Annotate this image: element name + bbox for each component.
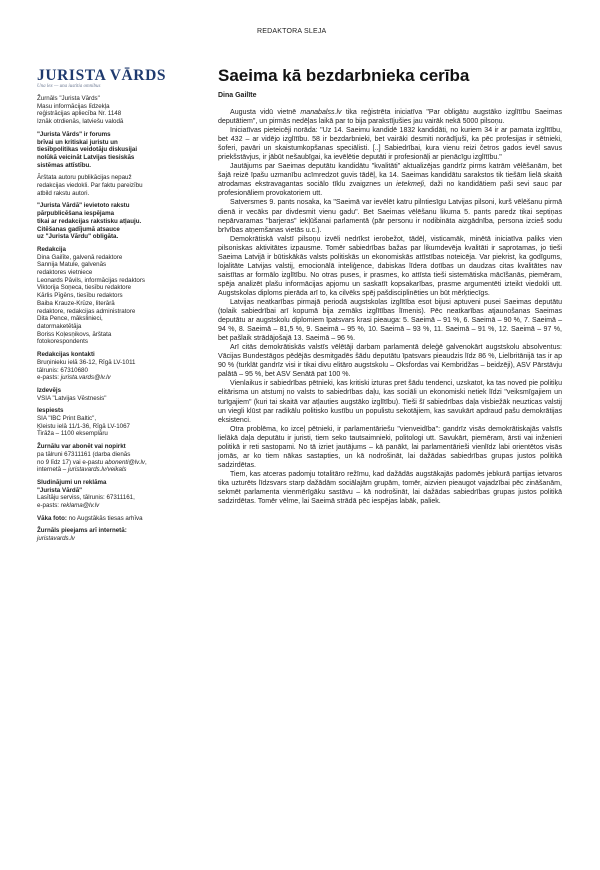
subscription-info: Žurnālu var abonēt vai nopirkt pa tālruni 67311161 (darba dienās no 9 līdz 17) vai e-pastu abonenti@lv.lv, internetā – juristavards.lv/veikals [37,443,147,474]
printer-info: Iespiests SIA "IBC Print Baltic", Ķleistu ielā 11/1-36, Rīgā LV-1067 Tirāža – 1100 eksemplāru [37,407,130,438]
ads-email-link[interactable]: reklama@lv.lv [60,502,100,510]
paragraph: Vienlaikus ir sabiedrības pētnieki, kas kritiski izturas pret šādu tendenci, uzskatot, ka tas noved pie politiķu elitārisma un atstumj no valsts to sabiedrības daļu, kas sociāli un ekonomiski netiek līdzi "veiksmīgajiem un turīgajiem" (kuri tai skaitā var atļauties augstāko izglītību). Tieši šī sabiedrības daļa visbiežāk neuzticas valstij un viegli klūst par radikālu politisko kustību un populistu sekotājiem, kas savukārt apdraud pašu demokrātijas eksistenci. [218,380,562,424]
article [218,66,562,506]
website-link[interactable]: juristavards.lv [37,535,75,543]
contacts-heading: Redakcijas kontakti [37,351,95,359]
article-body [218,108,562,506]
copyright-notice: "Jurista Vārdā" ievietoto rakstu pārpublicēšana iespējama tikai ar redakcijas rakstisku atļauju. Citēšanas gadījumā atsauce uz "Jurista Vārdu" obligāta. [37,202,142,241]
site-reference: manabalss.lv [300,109,342,116]
printer-heading: Iespiests [37,407,64,415]
ads-heading: Sludinājumi un reklāma "Jurista Vārdā" [37,478,107,494]
forum-statement: "Jurista Vārds" ir forums brīvai un kritiskai juristu un tiesībpolitikas veidotāju diskusijai nolūkā veicināt Latvijas tiesiskās sistēmas attīstību. [37,130,138,169]
editorial-staff: Redakcija Dina Gailīte, galvenā redaktore Sannija Matule, galvenās redaktores vietniece Leonards Pāvils, informācijas redaktors Viktorija Soņeca, tiesību redaktore Kārlis Pīgēns, tiesību redaktors Baiba Krauze-Krūze, literārā redaktore, redakcijas administratore Dita Pence, mākslinieci, datormaketētāja Boriss Koļesņikovs, ārštata fotokorespondents [37,245,145,346]
publisher-heading: Izdevējs [37,386,62,394]
section-label: REDAKTORA SLEJA [257,28,327,35]
paragraph: Satversmes 9. pants nosaka, ka "Saeimā var ievēlēt katru pilntiesīgu Latvijas pilsoni, kurš vēlēšanu pirmā dienā ir vecāks par divdesmit vienu gadu". Bet Saeimas vēlēšanu likuma 5. pants paredz tikai septiņas nepārvaramas "barjeras" iekļūšanai parlamentā (pār personu ir nodibināta aizgādnība, persona izcieš sodu brīvības atņemšanas vietās u.c.). [218,199,562,234]
article-title: Saeima kā bezdarbnieka cerība [218,66,470,85]
contacts-email-link[interactable]: jurista.vards@lv.lv [60,374,111,382]
paragraph: Arī citās demokrātiskās valstīs vēlētāji darbam parlamentā deleģē galvenokārt augstskolu absolventus: Vācijas Bundestāgos pēdējās desmitgadēs šādu deputātu īpatsvars pieaudzis līdz 86 %, Lielbritānijā tas ir ap 90 % (turklāt gandrīz visi ir tikai divu elitāro augstskolu – Oksfordas vai Kembridžas – beidzēji), ASV Pārstāvju palātā – 95 %, bet ASV Senātā pat 100 %. [218,344,562,379]
logo-title: JURISTA VĀRDS [37,67,167,84]
paragraph: Iniciatīvas pieteicēji norāda: "Uz 14. Saeimu kandidē 1832 kandidāti, no kuriem 34 ir ar pamata izglītību, bet 432 – ar vidējo izglītību. 58 ir bezdarbnieki, bet vairāki desmiti norādījuši, ka pēc profesijas ir sētnieki, šoferi, pavāri un skaistumkopšanas speciālisti. [..] Sabiedrībai, kura vienu reizi četros gados ievēl savus priekšstāvjus, ir jābūt nešaubīgai, ka ievēlētie deputāti ir profesionāļi ar pienācīgu izglītību." [218,127,562,162]
article-author: Dina Gailīte [218,92,257,99]
subscribe-heading: Žurnālu var abonēt vai nopirkt [37,443,126,451]
paragraph: Latvijas neatkarības pirmajā periodā augstskolas izglītība esot bijusi aptuveni pusei Saeimas deputātu (tolaik sabiedrībai arī kopumā bija zemāks izglītības līmenis). Pēc neatkarības atjaunošanas Saeimas deputātu ar augstskolu diplomiem īpatsvars krasi pieauga: 5. Saeimā – 91 %, 6. Saeimā – 90 %, 7. Saeimā – 94 %, 8. Saeimā – 81,5 %, 9. Saeimā – 95 %, 10. Saeimā – 93 %, 11. Saeimā – 91 %, 12. Saeimā – 97 %, bet pašlaik strādājošajā 13. Saeimā – 96 %. [218,298,562,343]
masthead-sidebar [37,95,185,548]
online-availability: Žurnāls pieejams arī internetā: juristavards.lv [37,527,127,543]
paragraph: Otra problēma, ko izceļ pētnieki, ir parlamentāriešu "vienveidība": gandrīz visās demokrātiskajās valstīs lielākā daļa deputātu ir juristi, tiem seko tautsaimnieki, politologi utt. Savukārt, piemēram, ārsti vai inženieri politikā ir reti sastopami. No tā izriet jautājums – kā panākt, lai parlamentārieši vienlīdz labi orientētos visās jomās, ar ko tiem nākas sastapties, un kā nodrošināt, lai dažādas sabiedrības grupas justos politikā sadzirdētas. [218,425,562,469]
subscribe-email-link[interactable]: abonenti@lv.lv [104,458,145,466]
logo-motto: Una lex — una iustitia omnibus [37,84,101,89]
cover-photo-credit: Vāka foto: no Augstākās tiesas arhīva [37,514,143,522]
paragraph: Demokrātiskā valstī pilsoņu izvēli nedrīkst ierobežot, tādēļ, visticamāk, minētā iniciatīva paliks vien pilsoniskas aktivitātes izpausme. Tomēr sabiedrības bažas par likumdevēja kvalitāti ir saprotamas, jo tieši Saeima Latvijā ir būtiskākās valsts politiskās un ekonomiskās attīstības noteicēja. Var piekrist, ka godīgums, lojalitāte Latvijas valstij, emocionālā inteliģence, dabiskas līdera dotības un daudzas citas kvalitātes nav saistītas ar formālo izglītību. No otras puses, ir prasmes, ko attīsta tieši sistemātiska mācīšanās, piemēram, spēja analizēt plašu informācijas apjomu un saskatīt kopsakarības, prasme argumentēti izteikt viedokli utt. Augstskolas diploms pierāda arī to, ka cilvēks spēj pašdisciplinēties un būt mērķtiecīgs. [218,235,562,297]
registration-info: Žurnāls "Jurista Vārds" Masu informācijas līdzekļa reģistrācijas apliecība Nr. 1148 Iznāk otrdienās, latviešu valodā [37,95,124,126]
paragraph: Augusta vidū vietnē manabalss.lv tika reģistrēta iniciatīva "Par obligātu augstāko izglītību Saeimas deputātiem", un pirmās nedēļas laikā par to bija parakstījušies jau vairāk nekā 5000 pilsoņu. [218,109,562,126]
editorial-contacts: Redakcijas kontakti Bruņinieku ielā 36-12, Rīgā LV-1011 tālrunis: 67310680 e-pasts: jurista.vards@lv.lv [37,351,136,382]
publisher-info: Izdevējs VSIA "Latvijas Vēstnesis" [37,386,107,402]
paragraph: Tiem, kas atceras padomju totalitāro režīmu, kad dažādās augstākajās padomēs jebkurā partijas ietvaros tika uzturēts līdzsvars starp dažādām sociālajām grupām, tomēr, aizvien pieaugot vajadzībai pēc zināšanām, sekmēt parlamenta vienmērīgāku sastāvu – kā nodrošināt, lai dažādas sabiedrības grupas justos politikā sadzirdētas. Tomēr vēlme, lai Saeimā strādā pēc iespējas labāk, paliek. [218,470,562,506]
editorial-heading: Redakcija [37,245,66,253]
paragraph: Jautājums par Saeimas deputātu kandidātu "kvalitāti" aktualizējas gandrīz pirms katrām vēlēšanām, bet šajā reizē īpašu uzmanību acīmredzot guvis tādēļ, ka 14. Saeimas kandidātu sarakstos tik tiešām lielā skaitā atrodamas ekstravagantas sociālo tīklu zvaigznes un ietekmeļi, daži no kandidātiem paši sevi sauc par profesionāliem provokatoriem utt. [218,163,562,198]
authors-disclaimer: Ārštata autoru publikācijas nepauž redakcijas viedokli. Par faktu pareizību atbild rakstu autori. [37,174,143,197]
shop-link[interactable]: juristavards.lv/veikals [67,466,127,474]
publication-logo [37,68,187,89]
advertising-info: Sludinājumi un reklāma "Jurista Vārdā" Lasītāju serviss, tālrunis: 67311161, e-pasts: reklama@lv.lv [37,478,135,510]
